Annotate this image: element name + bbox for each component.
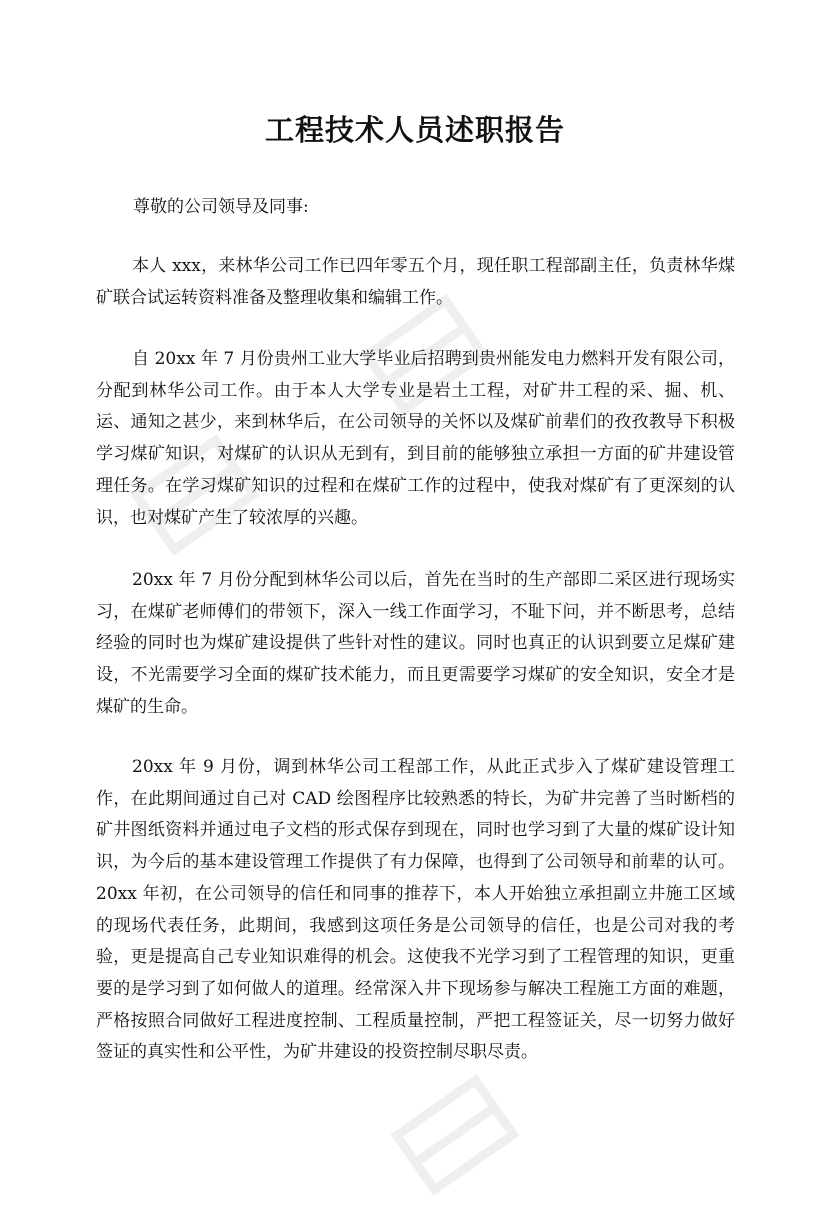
watermark-icon: [380, 1060, 530, 1210]
page-title: 工程技术人员述职报告: [264, 113, 565, 147]
body-paragraph: 自 20xx 年 7 月份贵州工业大学毕业后招聘到贵州能发电力燃料开发有限公司，分配到林华公司工作。由于本人大学专业是岩土工程，对矿井工程的采、掘、机、运、通知之甚少，来到林华后，在公司领导的关怀以及煤矿前辈们的孜孜教导下积极学习煤矿知识，对煤矿的认识从无到有，到目前的能够独立承担一方面的矿井建设管理任务。在学习煤矿知识的过程和在煤矿工作的过程中，使我对煤矿有了更深刻的认识，也对煤矿产生了较浓厚的兴趣。: [96, 349, 735, 528]
body-paragraph: 本人 xxx，来林华公司工作已四年零五个月，现任职工程部副主任，负责林华煤矿联合试运转资料准备及整理收集和编辑工作。: [96, 256, 735, 308]
greeting-line: 尊敬的公司领导及同事:: [133, 197, 309, 217]
body-paragraph: 20xx 年 9 月份，调到林华公司工程部工作，从此正式步入了煤矿建设管理工作，在此期间通过自己对 CAD 绘图程序比较熟悉的特长，为矿井完善了当时断档的矿井图纸资料并通过电子文档的形式保存到现在，同时也学习到了大量的煤矿设计知识，为今后的基本建设管理工作提供了有力保障，也得到了公司领导和前辈的认可。20xx 年初，在公司领导的信任和同事的推荐下，本人开始独立承担副立井施工区域的现场代表任务，此期间，我感到这项任务是公司领导的信任，也是公司对我的考验，更是提高自己专业知识难得的机会。这使我不光学习到了工程管理的知识，更重要的是学习到了如何做人的道理。经常深入井下现场参与解决工程施工方面的难题，严格按照合同做好工程进度控制、工程质量控制，严把工程签证关，尽一切努力做好签证的真实性和公平性，为矿井建设的投资控制尽职尽责。: [96, 757, 735, 1063]
body-paragraph: 20xx 年 7 月份分配到林华公司以后，首先在当时的生产部即二采区进行现场实习，在煤矿老师傅们的带领下，深入一线工作面学习，不耻下问，并不断思考，总结经验的同时也为煤矿建设提供了些针对性的建议。同时也真正的认识到要立足煤矿建设，不光需要学习全面的煤矿技术能力，而且更需要学习煤矿的安全知识，安全才是煤矿的生命。: [96, 570, 735, 717]
